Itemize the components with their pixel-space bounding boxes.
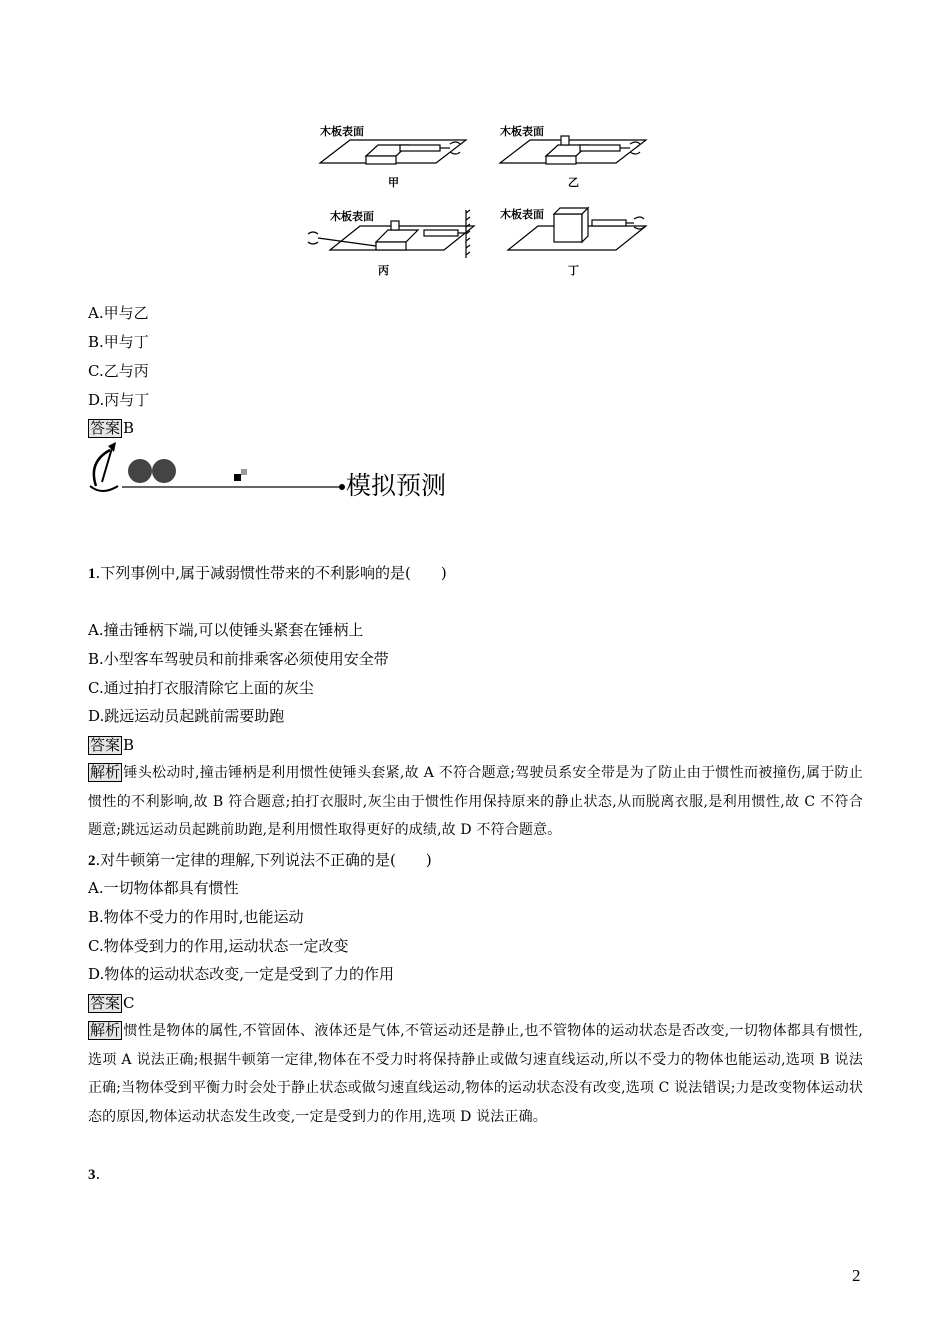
prev-answer <box>88 418 134 438</box>
board-label-4: 木板表面 <box>500 208 544 221</box>
q2-option-d: D.物体的运动状态改变,一定是受到了力的作用 <box>88 965 395 983</box>
q2-analysis <box>88 1017 863 1131</box>
board-label-1: 木板表面 <box>320 125 364 138</box>
answer-value: B <box>123 419 135 437</box>
q2-answer <box>88 993 135 1013</box>
prev-option-d: D.丙与丁 <box>88 391 150 409</box>
q3-stem <box>88 1164 100 1185</box>
answer-value: B <box>123 736 135 754</box>
q2-stem-text: .对牛顿第一定律的理解,下列说法不正确的是( ) <box>95 851 432 869</box>
analysis-tag: 解析 <box>90 1021 121 1039</box>
q1-answer <box>88 735 134 755</box>
q2-stem <box>88 850 432 871</box>
figure-label-bing: 丙 <box>378 264 389 277</box>
q2-option-a: A.一切物体都具有惯性 <box>88 879 239 897</box>
analysis-tag: 解析 <box>90 763 121 781</box>
prev-option-a: A.甲与乙 <box>88 304 149 322</box>
page-number: 2 <box>852 1266 861 1285</box>
board-label-2: 木板表面 <box>500 125 544 138</box>
q1-analysis <box>88 759 863 845</box>
prev-option-c: C.乙与丙 <box>88 362 149 380</box>
figure-label-yi: 乙 <box>568 176 579 189</box>
q2-number: 2 <box>88 853 96 869</box>
figure-label-jia: 甲 <box>388 176 399 189</box>
q1-option-a: A.撞击锤柄下端,可以使锤头紧套在锤柄上 <box>88 621 364 639</box>
figure-label-ding: 丁 <box>568 264 579 277</box>
prev-option-b: B.甲与丁 <box>88 333 149 351</box>
q3-number: 3 <box>88 1167 96 1183</box>
q1-stem <box>88 563 447 584</box>
q2-option-b: B.物体不受力的作用时,也能运动 <box>88 908 304 926</box>
q1-option-d: D.跳远运动员起跳前需要助跑 <box>88 707 285 725</box>
answer-value: C <box>123 994 135 1012</box>
q2-option-c: C.物体受到力的作用,运动状态一定改变 <box>88 937 349 955</box>
q3-stem-text: . <box>95 1165 101 1183</box>
analysis-text: 锤头松动时,撞击锤柄是利用惯性使锤头套紧,故 A 不符合题意;驾驶员系安全带是为了防止由于惯性而被撞伤,属于防止惯性的不利影响,故 B 符合题意;拍打衣服时,灰尘由于惯性作用保持原来的静止状态,从而脱离衣服,是利用惯性,故 C 不符合题意;跳远运动员起跳前助跑,是利用惯性取得更好的成绩,故 D 不符合题意。 <box>88 765 863 838</box>
board-label-3: 木板表面 <box>330 210 374 223</box>
answer-tag: 答案 <box>90 994 121 1012</box>
answer-tag: 答案 <box>90 419 121 437</box>
q1-stem-text: .下列事例中,属于减弱惯性带来的不利影响的是( ) <box>95 564 447 582</box>
answer-tag: 答案 <box>90 736 121 754</box>
q1-number: 1 <box>88 566 96 582</box>
experiment-figure <box>298 118 658 286</box>
q1-option-c: C.通过拍打衣服清除它上面的灰尘 <box>88 679 314 697</box>
section-title: 模拟预测 <box>346 471 447 500</box>
analysis-text: 惯性是物体的属性,不管固体、液体还是气体,不管运动还是静止,也不管物体的运动状态是否改变,一切物体都具有惯性,选项 A 说法正确;根据牛顿第一定律,物体在不受力时将保持静止或做匀速直线运动,所以不受力的物体也能运动,选项 B 说法正确;当物体受到平衡力时会处于静止状态或做匀速直线运动,物体的运动状态没有改变,选项 C 说法错误;力是改变物体运动状态的原因,物体运动状态发生改变,一定是受到力的作用,选项 D 说法正确。 <box>88 1023 863 1125</box>
q1-option-b: B.小型客车驾驶员和前排乘客必须使用安全带 <box>88 650 389 668</box>
